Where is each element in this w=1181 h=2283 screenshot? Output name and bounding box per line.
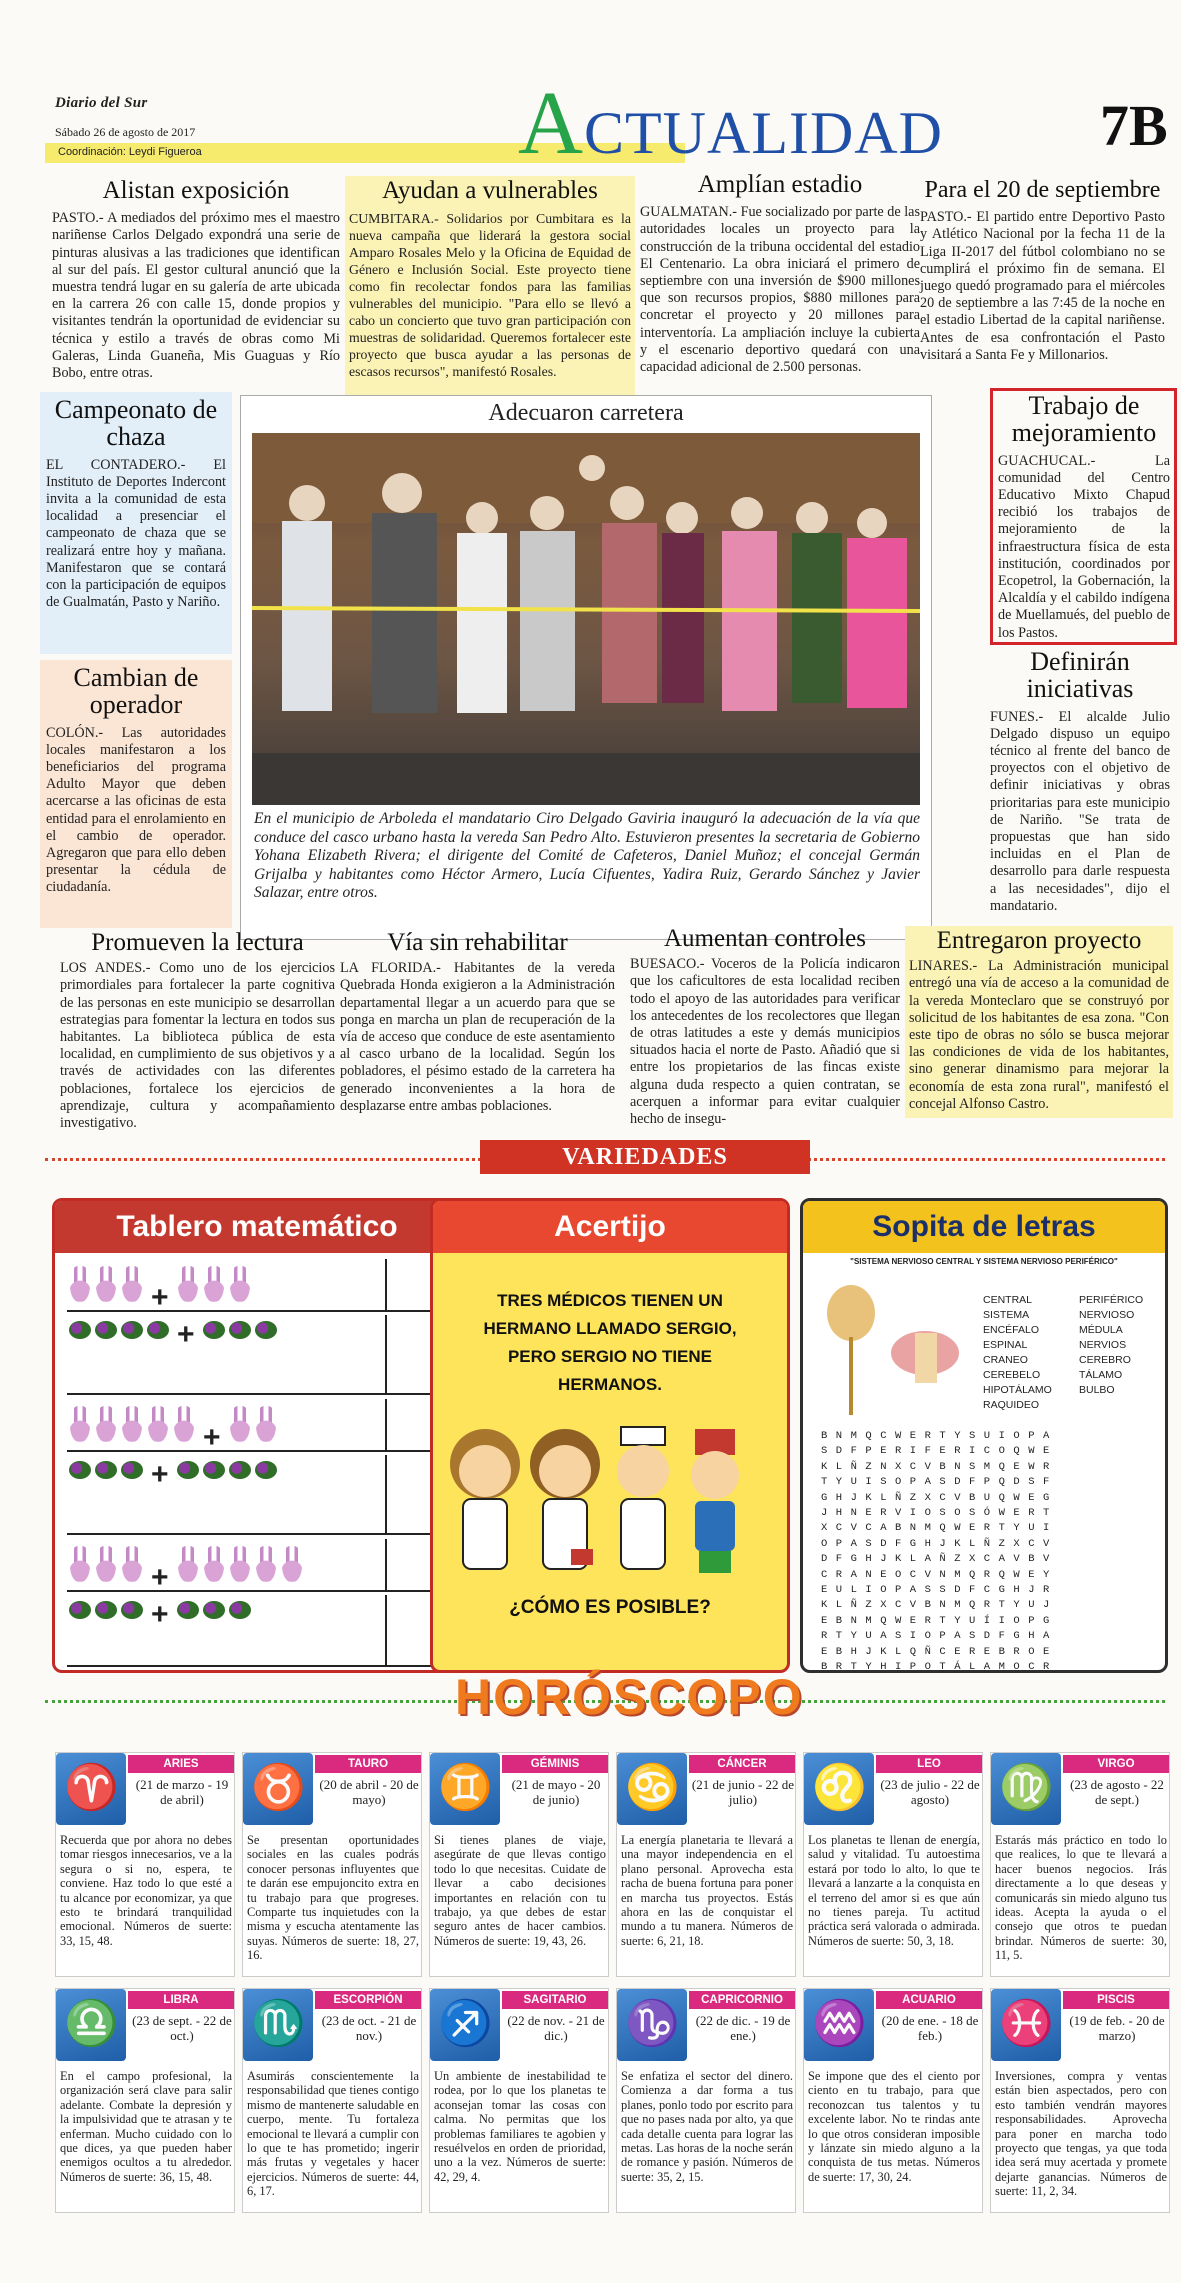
tablero-grid bbox=[55, 1253, 459, 1673]
sign-name: GÉMINIS bbox=[502, 1755, 608, 1773]
horoscope-card-virgo bbox=[990, 1752, 1170, 1977]
article-amplian bbox=[640, 172, 920, 376]
article-headline: Cambian de operador bbox=[73, 663, 199, 720]
sign-dates: (21 de marzo - 19 de abril) bbox=[135, 1777, 229, 1807]
horoscope-card-cáncer bbox=[616, 1752, 796, 1977]
sign-reading: Estarás más práctico en todo lo que realices, lo que te llevará a hacer buenos negocios. Irás directamente a lo que deseas y comunicarás sin miedo alguno tus ideas. Acepta la ayuda o el consejo que otros te puedan brindar. Números de suerte: 30, 11, 5. bbox=[995, 1833, 1167, 1963]
article-via bbox=[340, 930, 615, 1115]
sign-dates: (19 de feb. - 20 de marzo) bbox=[1069, 2013, 1165, 2043]
article-ayudan bbox=[345, 176, 635, 416]
article-headline: Ayudan a vulnerables bbox=[382, 177, 598, 204]
doctor-figure bbox=[617, 1427, 669, 1569]
word-item: MÉDULA bbox=[1079, 1324, 1123, 1336]
article-headline: Alistan exposición bbox=[102, 177, 290, 204]
bunny-icon bbox=[70, 1546, 90, 1582]
tablero-box bbox=[52, 1198, 462, 1673]
article-body: GUACHUCAL.- La comunidad del Centro Educativo Mixto Chapud recibió los trabajos de mejoramiento de la infraestructura física de esta institución, coordinados por Ecopetrol, la Gobernación, la Alcaldía y el cabildo indígena de Muellamués, del pueblo de los Pastos. bbox=[998, 452, 1170, 641]
article-body: BUESACO.- Voceros de la Policía indicaron que los caficultores de esta localidad reciben todo el apoyo de las autoridades para verificar los antecedentes de los recolectores que llegan de otras latitudes a este y demás municipios situados hacia el norte de Pasto. Añadió que si entre los propietarios de las fincas existe alguna duda respecto a quien contratan, se acerquen a informar para evitar cualquier hecho de insegu- bbox=[630, 956, 900, 1128]
puzzle-row bbox=[67, 1455, 449, 1535]
bunny-icon bbox=[178, 1266, 198, 1302]
article-headline: Para el 20 de septiembre bbox=[924, 177, 1161, 203]
virgin-icon bbox=[991, 1753, 1061, 1825]
article-headline: Promueven la lectura bbox=[91, 929, 304, 956]
zodiac-glyph: ♈ bbox=[64, 1763, 119, 1812]
sign-name: LEO bbox=[876, 1755, 982, 1773]
doctors-illustration bbox=[433, 1409, 787, 1589]
crab-icon bbox=[617, 1753, 687, 1825]
horoscope-title: HORÓSCOPO bbox=[455, 1669, 804, 1725]
twins-icon bbox=[430, 1753, 500, 1825]
bunny-icon bbox=[282, 1546, 302, 1582]
spine-image bbox=[813, 1275, 973, 1425]
horoscope-grid bbox=[55, 1752, 1175, 2222]
acertijo-riddle: TRES MÉDICOS TIENEN UN HERMANO LLAMADO SERGIO, PERO SERGIO NO TIENE HERMANOS. bbox=[483, 1291, 737, 1394]
bull-icon bbox=[243, 1753, 313, 1825]
bunny-icon bbox=[96, 1266, 116, 1302]
plus-icon: + bbox=[151, 1561, 169, 1595]
horoscope-card-libra bbox=[55, 1988, 235, 2213]
sign-name: VIRGO bbox=[1063, 1755, 1169, 1773]
answer-cell-divider bbox=[385, 1399, 387, 1450]
bunny-icon bbox=[230, 1266, 250, 1302]
sign-dates: (22 de nov. - 21 de dic.) bbox=[507, 2013, 605, 2043]
grape-icon bbox=[95, 1601, 117, 1619]
scales-icon bbox=[56, 1989, 126, 2061]
article-body: LINARES.- La Administración municipal entregó una vía de acceso a la comunidad de la vereda Monteclaro que se construyó por solicitud de los habitantes de esa zona. "Con este tipo de obras no sólo se busca mejorar las condiciones de vida de los habitantes, sino generar dinamismo para mejorar la economía de esta zona rural", manifestó el concejal Alfonso Castro. bbox=[909, 958, 1169, 1112]
sign-dates: (20 de ene. - 18 de feb.) bbox=[881, 2013, 979, 2043]
acertijo-question: ¿CÓMO ES POSIBLE? bbox=[509, 1597, 711, 1618]
sign-name: CÁNCER bbox=[689, 1755, 795, 1773]
section-title bbox=[518, 72, 943, 175]
newspaper-logo: Diario del Sur bbox=[55, 95, 148, 111]
ribbon-cutting-photo bbox=[252, 433, 920, 805]
ram-icon bbox=[56, 1753, 126, 1825]
sign-dates: (23 de agosto - 22 de sept.) bbox=[1070, 1777, 1164, 1807]
article-headline: Entregaron proyecto bbox=[936, 927, 1142, 954]
article-body: PASTO.- El partido entre Deportivo Pasto y Atlético Nacional por la fecha 11 de la Liga II-2017 del fútbol colombiano no se cumplirá el próximo fin de semana. El juego quedó programado para el miércoles 20 de septiembre a las 7:45 de la noche en el estadio Libertad de la capital nariñense. Antes de esa confrontación el Pasto visitará a Santa Fe y Millonarios. bbox=[920, 209, 1165, 363]
sign-dates: (23 de julio - 22 de agosto) bbox=[880, 1777, 980, 1807]
sign-dates: (21 de mayo - 20 de junio) bbox=[511, 1777, 601, 1807]
article-campeonato bbox=[40, 392, 232, 654]
zodiac-glyph: ♊ bbox=[438, 1763, 493, 1812]
article-trabajo bbox=[998, 392, 1170, 642]
sign-reading: Asumirás conscientemente la responsabilidad que tienes contigo mismo de mantenerte saludable en cuerpo, mente. Tu fortaleza emocional te llevará a cumplir con lo que te has prometido; ingerir más frutas y vegetales y hacer ejercicios. Números de suerte: 44, 6, 17. bbox=[247, 2069, 419, 2199]
sign-name: TAURO bbox=[315, 1755, 421, 1773]
puzzle-row bbox=[67, 1315, 449, 1395]
grape-icon bbox=[69, 1461, 91, 1479]
word-item: NERVIOS bbox=[1079, 1339, 1127, 1351]
grape-icon bbox=[95, 1461, 117, 1479]
sign-reading: Se presentan oportunidades sociales en las cuales podrás conocer personas influyentes que te darán ese empujoncito extra en tu trabajo para que progreses. Comparte tus inquietudes con la misma y escucha atentamente las suyas. Números de suerte: 18, 27, 16. bbox=[247, 1833, 419, 1963]
sign-dates: (20 de abril - 20 de mayo) bbox=[319, 1777, 419, 1807]
horoscope-card-aries bbox=[55, 1752, 235, 1977]
grape-icon bbox=[203, 1601, 225, 1619]
article-body: GUALMATAN.- Fue socializado por parte de las autoridades locales un proyecto para la construcción de la tribuna occidental del estadio El Centenario. La obra iniciará el primero de septiembre con una inversión de $900 millones que son recursos propios, $880 millones para concretar el proyecto y 20 millones para interventoría. La ampliación incluye la cubierta y el escenario deportivo quedará con una capacidad adicional de 2.500 personas. bbox=[640, 204, 920, 376]
letter-grid-row: TYUISOPASDFPQDSF bbox=[821, 1476, 1058, 1489]
section-title-initial: A bbox=[518, 74, 584, 173]
letter-grid-row: EULIOPASSDFCGHJR bbox=[821, 1584, 1058, 1597]
answer-cell-divider bbox=[385, 1455, 387, 1533]
photo-caption: En el municipio de Arboleda el mandatario Ciro Delgado Gaviria inauguró la adecuación de la vía que conduce del casco urbano hasta la vereda San Pedro Alto. Estuvieron presentes la secretaria de Gobierno Yohana Elizabeth Rivera; el dirigente del Comité de Cafeteros, Daniel Muñoz; el concejal Germán Grijalba y habitantes como Héctor Armero, Lucía Cifuentes, Yadira Ruiz, Gerardo Sánchez y Javier Salazar, entre otros. bbox=[254, 810, 920, 901]
bunny-icon bbox=[96, 1546, 116, 1582]
word-item: CEREBELO bbox=[983, 1369, 1041, 1381]
word-item: BULBO bbox=[1079, 1384, 1115, 1396]
article-headline: Amplían estadio bbox=[697, 171, 863, 198]
sign-reading: Un ambiente de inestabilidad te rodea, por lo que los planetas te aconsejan tomar las cosas con calma. No permitas que los problemas familiares te agobien y resuélvelos en orden de prioridad, uno a la vez. Números de suerte: 42, 29, 4. bbox=[434, 2069, 606, 2184]
puzzle-row bbox=[67, 1539, 449, 1595]
bunny-icon bbox=[122, 1546, 142, 1582]
grape-icon bbox=[255, 1321, 277, 1339]
word-item: TÁLAMO bbox=[1079, 1369, 1123, 1381]
coordination-credit: Coordinación: Leydi Figueroa bbox=[58, 146, 202, 158]
letter-grid-row: JHNERVIOSOSÓWERT bbox=[821, 1507, 1058, 1520]
zodiac-glyph: ♓ bbox=[999, 1999, 1054, 2048]
horoscope-card-piscis bbox=[990, 1988, 1170, 2213]
acertijo-box bbox=[430, 1198, 790, 1673]
puzzle-row bbox=[67, 1259, 449, 1315]
plus-icon: + bbox=[151, 1281, 169, 1315]
word-item: NERVIOSO bbox=[1079, 1309, 1135, 1321]
doctor-figure bbox=[530, 1429, 600, 1569]
grape-icon bbox=[229, 1321, 251, 1339]
bunny-icon bbox=[174, 1406, 194, 1442]
answer-cell-divider bbox=[385, 1539, 387, 1590]
word-item: CEREBRO bbox=[1079, 1354, 1131, 1366]
sign-name: PISCIS bbox=[1063, 1991, 1169, 2009]
article-lectura bbox=[60, 930, 335, 1132]
acertijo-title: Acertijo bbox=[433, 1201, 787, 1253]
letter-grid-row: BNMQCWERTYSUIOPA bbox=[821, 1430, 1058, 1442]
answer-cell-divider bbox=[385, 1259, 387, 1310]
plus-icon: + bbox=[151, 1458, 169, 1492]
sign-reading: Inversiones, compra y ventas están bien aspectados, pero con esto también vendrán mayores responsabilidades. Aprovecha para poner en marcha todo proyecto que tengas, ya que toda idea será muy acertada y promete dejarte ganancias. Números de suerte: 11, 2, 34. bbox=[995, 2069, 1167, 2199]
horoscope-card-tauro bbox=[242, 1752, 422, 1977]
article-definiran bbox=[990, 648, 1170, 915]
puzzle-row bbox=[67, 1399, 449, 1455]
grape-icon bbox=[255, 1461, 277, 1479]
sign-reading: En el campo profesional, la organización será clave para salir adelante. Combate la depresión y la impulsividad que te atrasan y te enferman. Mucho cuidado con lo que dices, ya que pueden haber enemigos ocultos a tu alrededor. Números de suerte: 36, 15, 48. bbox=[60, 2069, 232, 2184]
sign-reading: Los planetas te llenan de energía, salud y vitalidad. Tu autoestima estará por todo lo alto, lo que te llevará a lanzarte a la conquista en el terreno del amor si es que aún no tienes pareja. Tu actitud práctica será valorada o admirada. Números de suerte: 50, 3, 18. bbox=[808, 1833, 980, 1948]
bunny-icon bbox=[230, 1546, 250, 1582]
article-headline: Campeonato de chaza bbox=[54, 395, 218, 452]
answer-cell-divider bbox=[385, 1315, 387, 1393]
doctor-figure bbox=[450, 1429, 520, 1569]
grape-icon bbox=[203, 1461, 225, 1479]
scorpion-icon bbox=[243, 1989, 313, 2061]
sign-dates: (23 de sept. - 22 de oct.) bbox=[132, 2013, 232, 2043]
article-body: PASTO.- A mediados del próximo mes el maestro nariñense Carlos Delgado expondrá una serie de pinturas alusivas a las tradiciones que identifican al sur del país. El gestor cultural anunció que la muestra tendrá lugar en su galería de arte ubicada en la carrera 26 con calle 15, donde propios y visitantes tendrán la oportunidad de evidenciar su técnica y estilo a través de obras como Mi Galeras, Linda Guaneña, Mis Guaguas y Río Bobo, entre otras. bbox=[52, 210, 340, 382]
sign-dates: (23 de oct. - 21 de nov.) bbox=[321, 2013, 417, 2043]
horoscope-card-capricornio bbox=[616, 1988, 796, 2213]
horoscope-card-sagitario bbox=[429, 1988, 609, 2213]
letter-grid-row: SDFPERIFERICOQWE bbox=[821, 1445, 1058, 1458]
letter-grid-row: GHJKLÑZXCVBUQWEG bbox=[821, 1491, 1058, 1504]
plus-icon: + bbox=[203, 1421, 221, 1455]
horoscope-card-escorpión bbox=[242, 1988, 422, 2213]
bunny-icon bbox=[256, 1406, 276, 1442]
word-item: ESPINAL bbox=[983, 1339, 1028, 1351]
letter-grid-row: EBNMQWERTYUÍIOPG bbox=[821, 1614, 1058, 1627]
page-number: 7B bbox=[1100, 93, 1168, 158]
word-item: CRANEO bbox=[983, 1354, 1028, 1366]
word-item: PERIFÉRICO bbox=[1079, 1294, 1144, 1306]
letter-grid-row: DFGHJKLAÑZXCAVBV bbox=[821, 1553, 1058, 1566]
puzzle-row bbox=[67, 1595, 449, 1667]
article-alistan bbox=[52, 178, 340, 382]
zodiac-glyph: ♌ bbox=[812, 1763, 867, 1812]
publication-date: Sábado 26 de agosto de 2017 bbox=[55, 125, 196, 139]
bunny-icon bbox=[256, 1546, 276, 1582]
article-headline: Aumentan controles bbox=[663, 925, 867, 952]
sign-dates: (21 de junio - 22 de julio) bbox=[691, 1777, 795, 1807]
zodiac-glyph: ♎ bbox=[64, 1999, 119, 2048]
sopita-title: Sopita de letras bbox=[803, 1201, 1165, 1253]
bunny-icon bbox=[204, 1266, 224, 1302]
sign-reading: Recuerda que por ahora no debes tomar riesgos innecesarios, ve a la segura o si no, espera, te conviene. Haz todo lo que esté a tu alcance por economizar, ya que esto te brindará tranquilidad emocional. Números de suerte: 33, 15, 48. bbox=[60, 1833, 232, 1948]
bunny-icon bbox=[148, 1406, 168, 1442]
article-body: FUNES.- El alcalde Julio Delgado dispuso un equipo técnico al frente del banco de proyectos con el objetivo de definir iniciativas y obras prioritarias para este municipio de Nariño. "Se trata de propuestas que han sido incluidas en el Plan de desarrollo para darle respuesta a las necesidades", dijo el mandatario. bbox=[990, 708, 1170, 914]
article-headline: Definirán iniciativas bbox=[1026, 647, 1134, 704]
tablero-title: Tablero matemático bbox=[55, 1201, 459, 1253]
word-item: ENCÉFALO bbox=[983, 1324, 1040, 1336]
word-item: HIPOTÁLAMO bbox=[983, 1384, 1052, 1396]
sign-reading: Se enfatiza el sector del dinero. Comienza a dar forma a tus planes, ponlo todo por escrito para que no pases nada por alto, ya que cada detalle cuenta para lograr las metas. Las horas de la noche serán de romance y pasión. Números de suerte: 35, 2, 15. bbox=[621, 2069, 793, 2184]
article-body: CUMBITARA.- Solidarios por Cumbitara es la nueva campaña que liderará la gestora social Amparo Rosales Melo y la Oficina de Equidad de Género e Inclusión Social. Este proyecto tiene como fin recolectar fondos para las familias vulnerables del municipio. "Para ello se llevó a cabo un concierto que tuvo gran participación con muestras de solidaridad. Queremos fortalecer este proyecto que busca ayudar a las personas de escasos recursos", manifestó Rosales. bbox=[349, 211, 631, 380]
letter-grid-row: XCVCABNMQWERTYUI bbox=[821, 1522, 1058, 1535]
word-list-col1 bbox=[983, 1293, 1075, 1413]
bunny-icon bbox=[70, 1266, 90, 1302]
grape-icon bbox=[121, 1601, 143, 1619]
article-controles bbox=[630, 926, 900, 1128]
grape-icon bbox=[69, 1321, 91, 1339]
zodiac-glyph: ♋ bbox=[625, 1763, 680, 1812]
horoscope-card-acuario bbox=[803, 1988, 983, 2213]
letter-grid-row: OPASDFGHJKLÑZXCV bbox=[821, 1537, 1058, 1550]
sign-dates: (22 de dic. - 19 de ene.) bbox=[695, 2013, 791, 2043]
zodiac-glyph: ♐ bbox=[438, 1999, 493, 2048]
grape-icon bbox=[229, 1461, 251, 1479]
letter-grid-row: BRTYHIPOTÁLAMOCR bbox=[821, 1661, 1058, 1673]
word-item: SISTEMA bbox=[983, 1309, 1030, 1321]
fish-icon bbox=[991, 1989, 1061, 2061]
article-septiembre bbox=[920, 178, 1165, 364]
photo-illustration bbox=[252, 433, 920, 805]
article-entregaron bbox=[905, 926, 1173, 1118]
plus-icon: + bbox=[177, 1318, 195, 1352]
photo-headline: Adecuaron carretera bbox=[488, 400, 684, 426]
zodiac-glyph: ♒ bbox=[812, 1999, 867, 2048]
word-item: RAQUIDEO bbox=[983, 1399, 1040, 1411]
zodiac-glyph: ♏ bbox=[251, 1999, 306, 2048]
bunny-icon bbox=[178, 1546, 198, 1582]
archer-icon bbox=[430, 1989, 500, 2061]
article-body: LA FLORIDA.- Habitantes de la vereda Quebrada Honda exigieron a la Administración departamental llegar a un acuerdo para que se ponga en marcha un plan de recuperación de la vía de acceso que conduce de este asentamiento al casco urbano de la localidad. Según los pobladores, el pésimo estado de la carretera ha generado inconvenientes a la hora de desplazarse entre ambas poblaciones. bbox=[340, 960, 615, 1114]
article-body: COLÓN.- Las autoridades locales manifestaron a los beneficiarios del programa Adulto Mayor que deben acercarse a las oficinas de esta entidad para el enrolamiento en el cambio de operador. Agregaron que para ello deben presentar la cédula de ciudadanía. bbox=[46, 724, 226, 896]
plus-icon: + bbox=[151, 1598, 169, 1632]
bunny-icon bbox=[70, 1406, 90, 1442]
sign-name: ARIES bbox=[128, 1755, 234, 1773]
article-body: EL CONTADERO.- El Instituto de Deportes Indercont invita a la comunidad de esta localidad a presenciar el campeonato de chaza que se realizará entre hoy y mañana. Manifestaron que se contará con la participación de equipos de Gualmatán, Pasto y Nariño. bbox=[46, 456, 226, 611]
sign-name: CAPRICORNIO bbox=[689, 1991, 795, 2009]
grape-icon bbox=[69, 1601, 91, 1619]
article-headline: Vía sin rehabilitar bbox=[387, 929, 568, 956]
bunny-icon bbox=[96, 1406, 116, 1442]
letter-grid-row: KLÑZNXCVBNSMQEWR bbox=[821, 1460, 1058, 1473]
water-bearer-icon bbox=[804, 1989, 874, 2061]
grape-icon bbox=[229, 1601, 251, 1619]
grape-icon bbox=[177, 1461, 199, 1479]
bunny-icon bbox=[204, 1546, 224, 1582]
sign-reading: Se impone que des el ciento por ciento en tu trabajo, para que reconozcan tus talentos y tu excelente labor. No te rindas ante lo que otros consideran imposible y lánzate sin miedo alguno a la conquista de tus metas. Números de suerte: 17, 30, 24. bbox=[808, 2069, 980, 2184]
sign-reading: La energía planetaria te llevará a una mayor independencia en el plano personal. Aprovecha esta racha de buena fortuna para poner en marcha tus proyectos. Estás ahora en las de conquistar el mundo a tu manera. Números de suerte: 6, 21, 18. bbox=[621, 1833, 793, 1948]
sergio-figure bbox=[691, 1429, 739, 1573]
sign-name: LIBRA bbox=[128, 1991, 234, 2009]
lion-icon bbox=[804, 1753, 874, 1825]
bunny-icon bbox=[122, 1266, 142, 1302]
letter-grid-row: EBHJKLQÑCEREBROE bbox=[821, 1645, 1058, 1658]
article-headline: Trabajo de mejoramiento bbox=[1011, 391, 1157, 448]
grape-icon bbox=[147, 1321, 169, 1339]
grape-icon bbox=[121, 1461, 143, 1479]
letter-grid-row: CRANEOCVNMQRQWEY bbox=[821, 1568, 1058, 1581]
grape-icon bbox=[95, 1321, 117, 1339]
sign-name: ESCORPIÓN bbox=[315, 1991, 421, 2009]
grape-icon bbox=[177, 1601, 199, 1619]
bunny-icon bbox=[230, 1406, 250, 1442]
zodiac-glyph: ♑ bbox=[625, 1999, 680, 2048]
horoscope-card-géminis bbox=[429, 1752, 609, 1977]
article-operador bbox=[40, 660, 232, 928]
word-list-col2 bbox=[1079, 1293, 1168, 1398]
zodiac-glyph: ♉ bbox=[251, 1763, 306, 1812]
section-title-rest: CTUALIDAD bbox=[584, 100, 943, 166]
answer-cell-divider bbox=[385, 1595, 387, 1665]
bunny-icon bbox=[122, 1406, 142, 1442]
sign-reading: Si tienes planes de viaje, asegúrate de que llevas contigo todo lo que necesitas. Cuidate de llevar a cabo decisiones importantes en relación con tu trabajo, ya que debes de estar seguro antes de hacer cambios. Números de suerte: 19, 43, 26. bbox=[434, 1833, 606, 1948]
sign-name: ACUARIO bbox=[876, 1991, 982, 2009]
grape-icon bbox=[203, 1321, 225, 1339]
zodiac-glyph: ♍ bbox=[999, 1763, 1054, 1812]
goat-icon bbox=[617, 1989, 687, 2061]
letter-grid-row: RTYUASIOPASDFGHA bbox=[821, 1630, 1058, 1643]
word-item: CENTRAL bbox=[983, 1294, 1033, 1306]
article-body: LOS ANDES.- Como uno de los ejercicios primordiales para fortalecer la parte cognitiva de las personas en este municipio se desarrollan estrategias para fomentar la lectura en todos sus habitantes. La biblioteca pública de esta localidad, en cumplimiento de sus objetivos y a través de actividades con las diferentes poblaciones, fortalece los ejercicios de aprendizaje, cultura y acompañamiento investigativo. bbox=[60, 960, 335, 1132]
variedades-banner: VARIEDADES bbox=[480, 1140, 810, 1174]
sign-name: SAGITARIO bbox=[502, 1991, 608, 2009]
sopita-box bbox=[800, 1198, 1168, 1673]
grape-icon bbox=[121, 1321, 143, 1339]
horoscope-card-leo bbox=[803, 1752, 983, 1977]
letter-grid-row: KLÑZXCVBNMQRTYUJ bbox=[821, 1599, 1058, 1612]
nervous-system-illustration bbox=[813, 1275, 973, 1425]
letter-grid bbox=[821, 1429, 1161, 1673]
sopita-subtitle: "SISTEMA NERVIOSO CENTRAL Y SISTEMA NERVIOSO PERIFÉRICO" bbox=[850, 1257, 1118, 1266]
